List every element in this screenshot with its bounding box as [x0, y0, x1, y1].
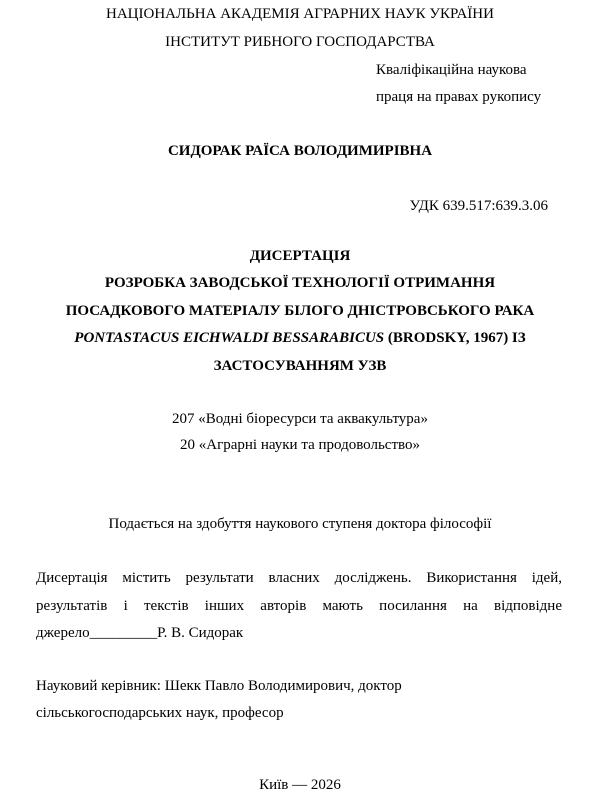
academy-name: НАЦІОНАЛЬНА АКАДЕМІЯ АГРАРНИХ НАУК УКРАЇНИ — [106, 6, 494, 22]
originality-statement-line2: результатів і текстів інших авторів мають посилання на відповідне — [36, 598, 562, 614]
author-name: СИДОРАК РАЇСА ВОЛОДИМИРІВНА — [167, 143, 433, 159]
manuscript-note-line2: праця на правах рукопису — [376, 89, 542, 105]
title-line-2: ПОСАДКОВОГО МАТЕРІАЛУ БІЛОГО ДНІСТРОВСЬКОГО РАКА — [65, 303, 535, 319]
supervisor-line2: сільськогосподарських наук, професор — [36, 705, 284, 721]
manuscript-note-line1: Кваліфікаційна наукова — [376, 62, 527, 78]
institute-name: ІНСТИТУТ РИБНОГО ГОСПОДАРСТВА — [165, 34, 435, 50]
title-line-4: ЗАСТОСУВАННЯМ УЗВ — [213, 358, 387, 374]
udk-code: УДК 639.517:639.3.06 — [409, 198, 548, 214]
place-and-year: Київ — 2026 — [259, 777, 341, 793]
supervisor-line1: Науковий керівник: Шекк Павло Володимирович, доктор — [36, 678, 402, 694]
title-line-1: РОЗРОБКА ЗАВОДСЬКОЇ ТЕХНОЛОГІЇ ОТРИМАННЯ — [104, 275, 496, 291]
originality-statement-line1: Дисертація містить результати власних досліджень. Використання ідей, — [36, 570, 562, 586]
degree-statement: Подається на здобуття наукового ступеня доктора філософії — [108, 516, 492, 532]
species-authority: (BRODSKY, 1967) ІЗ — [384, 330, 526, 346]
originality-statement-signature: джерело_________Р. В. Сидорак — [36, 625, 244, 641]
specialty-1: 207 «Водні біоресурси та аквакультура» — [172, 411, 428, 427]
specialty-2: 20 «Аграрні науки та продовольство» — [180, 437, 420, 453]
species-name: PONTASTACUS EICHWALDI BESSARABICUS — [74, 330, 385, 346]
dissertation-label: ДИСЕРТАЦІЯ — [249, 248, 351, 264]
title-line-3 — [0, 328, 600, 348]
